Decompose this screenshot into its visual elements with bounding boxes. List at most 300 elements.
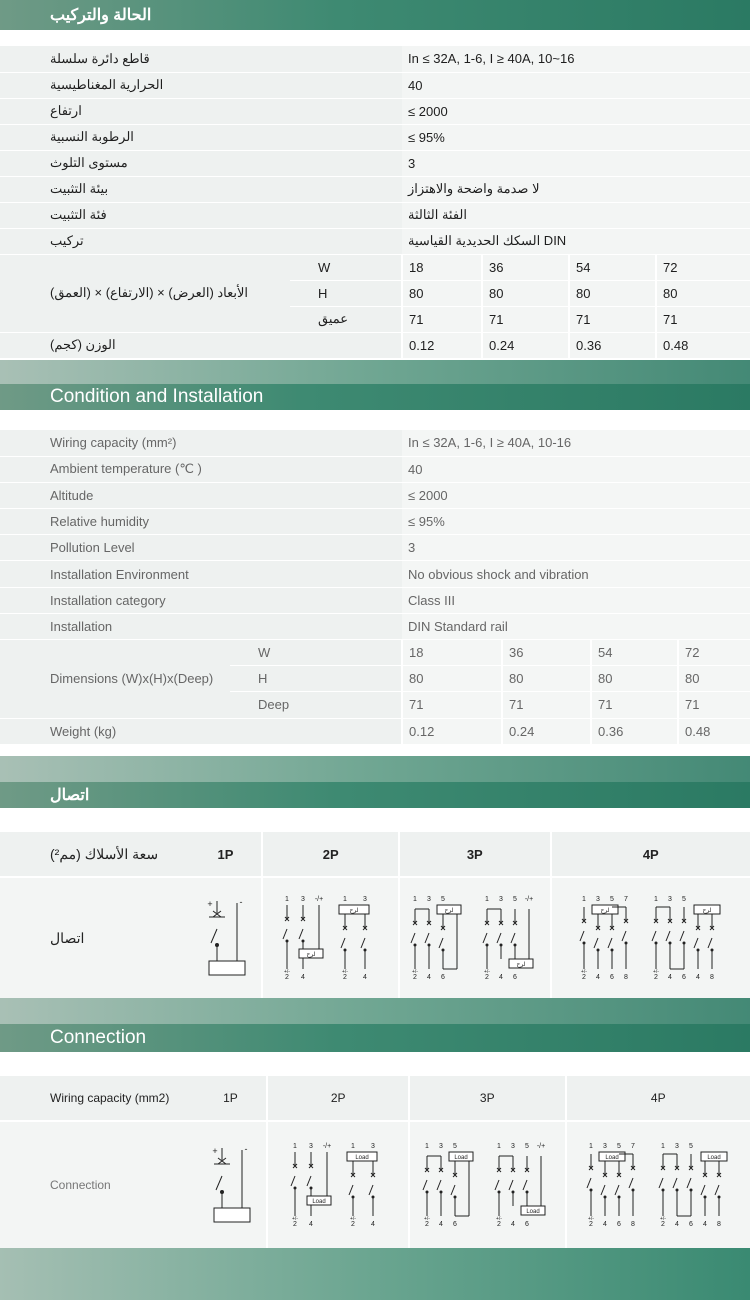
terminal-label-bottom: 4	[426, 974, 431, 981]
terminal-label-bottom: 4	[675, 1221, 680, 1228]
terminal-dot	[309, 1187, 312, 1190]
load-label: لرح	[516, 962, 526, 968]
dimension-value: 71	[569, 306, 656, 332]
pole-2p: 2P	[268, 1076, 408, 1120]
terminal-label-top: 3	[667, 896, 672, 903]
divider-band	[0, 756, 750, 782]
load-label: Load	[354, 1155, 369, 1161]
terminal-label-bottom: 2	[292, 1221, 297, 1228]
spec-label: Wiring capacity (mm²)	[0, 430, 402, 456]
spec-row	[0, 482, 750, 508]
terminal-dot	[485, 944, 488, 947]
terminal-dot	[690, 1189, 693, 1192]
dimension-value: 36	[502, 640, 591, 666]
terminal-dot	[293, 1187, 296, 1190]
terminal-dot	[440, 1191, 443, 1194]
switch-blade	[701, 1185, 705, 1195]
spec-table-en	[0, 430, 750, 745]
terminal-dot	[676, 1189, 679, 1192]
terminal-label-bottom: 2	[425, 1221, 430, 1228]
spec-label: Installation	[0, 613, 402, 639]
dimension-value: 18	[402, 254, 482, 280]
section-title: الحالة والتركيب	[50, 7, 152, 24]
dimension-name: عميق	[290, 306, 402, 332]
switch-blade	[608, 938, 612, 948]
spec-row	[0, 150, 750, 176]
diagram-1p	[195, 1122, 267, 1248]
spec-label: قاطع دائرة سلسلة	[0, 46, 402, 72]
terminal-label-top: 3	[603, 1143, 608, 1150]
terminal-label-bottom: 8	[717, 1221, 722, 1228]
terminal-label-top: 1	[343, 896, 348, 903]
dimension-value: 71	[678, 692, 750, 718]
terminal-label-top: 1	[292, 1143, 297, 1150]
connection-table-ar	[0, 832, 750, 998]
terminal-label-bottom: 4	[363, 974, 368, 981]
polarity-label: +/-	[652, 969, 659, 975]
switch-blade	[680, 931, 684, 941]
terminal-dot	[526, 1191, 529, 1194]
dimension-name: Deep	[230, 692, 402, 718]
spec-row	[0, 509, 750, 535]
spec-value: السكك الحديدية القياسية DIN	[402, 228, 750, 254]
terminal-dot	[351, 1196, 354, 1199]
terminal-label-top: 5	[512, 896, 517, 903]
weight-value: 0.36	[569, 332, 656, 358]
terminal-label-top: 1	[589, 1143, 594, 1150]
section-title: Condition and Installation	[50, 386, 264, 407]
dimension-value: 80	[656, 280, 750, 306]
terminal-label-top: 5	[681, 896, 686, 903]
terminal-label-bottom: 2	[343, 974, 348, 981]
switch-blade	[708, 938, 712, 948]
terminal-label-bottom: 2	[285, 974, 290, 981]
terminal-label-bottom: 2	[412, 974, 417, 981]
terminal-label-bottom: 2	[581, 974, 586, 981]
terminal-dot	[704, 1196, 707, 1199]
terminal-dot	[696, 949, 699, 952]
terminal-dot	[590, 1189, 593, 1192]
dimension-row	[0, 254, 750, 280]
spec-label: ارتفاع	[0, 98, 402, 124]
terminal-dot	[582, 942, 585, 945]
load-label: لرح	[444, 908, 454, 914]
terminal-label-bottom: 2	[653, 974, 658, 981]
pole-1p: 1P	[190, 832, 262, 876]
spec-row	[0, 561, 750, 587]
polarity-label: +/-	[588, 1216, 595, 1222]
dimension-value: 71	[482, 306, 569, 332]
spec-value: 40	[402, 72, 750, 98]
terminal-label-bottom: 4	[301, 974, 306, 981]
polarity-label: +/-	[496, 1216, 503, 1222]
weight-value: 0.12	[402, 332, 482, 358]
switch-blade	[283, 929, 287, 939]
section-title: اتصال	[50, 787, 90, 804]
switch-blade	[411, 933, 415, 943]
section-header-en	[0, 384, 750, 410]
weight-value: 0.36	[591, 718, 678, 744]
terminal-label-bottom: 4	[603, 1221, 608, 1228]
terminal-dot	[718, 1196, 721, 1199]
terminal-label-bottom: 6	[617, 1221, 622, 1228]
section-header-ar	[0, 0, 750, 30]
load-box	[214, 1208, 250, 1222]
terminal-label-bottom: 8	[623, 974, 628, 981]
terminal-label-bottom: 4	[370, 1221, 375, 1228]
section-title: Connection	[50, 1027, 147, 1048]
diagram-2p	[268, 1122, 408, 1248]
terminal-label-bottom: 6	[609, 974, 614, 981]
switch-blade	[601, 1185, 605, 1195]
switch-blade	[483, 933, 487, 943]
spec-value: ≤ 95%	[402, 124, 750, 150]
terminal-dot	[454, 1196, 457, 1199]
dimension-value: 80	[569, 280, 656, 306]
dimension-value: 80	[482, 280, 569, 306]
switch-blade	[423, 1180, 427, 1190]
terminal-label-top: 3	[595, 896, 600, 903]
load-label: لرح	[306, 952, 316, 958]
dimension-value: 71	[656, 306, 750, 332]
terminal-label-top: 7	[631, 1143, 636, 1150]
spec-label: Ambient temperature (℃ )	[0, 456, 402, 482]
dimension-value: 36	[482, 254, 569, 280]
terminal-dot	[371, 1196, 374, 1199]
spec-label: Installation category	[0, 587, 402, 613]
spec-value: الفئة الثالثة	[402, 202, 750, 228]
terminal-dot	[427, 944, 430, 947]
spec-value: 3	[402, 535, 750, 561]
polarity-label: +/-	[660, 1216, 667, 1222]
switch-blade	[299, 929, 303, 939]
weight-label: (الوزن (كجم	[0, 332, 402, 358]
load-label: Load	[707, 1155, 721, 1161]
terminal-label-top: 3	[363, 896, 368, 903]
terminal-label-bottom: 6	[440, 974, 445, 981]
terminal-dot	[668, 942, 671, 945]
spec-value: 40	[402, 456, 750, 482]
terminal-dot	[682, 942, 685, 945]
terminal-label-bottom: 4	[439, 1221, 444, 1228]
switch-blade	[361, 938, 365, 948]
footer-band	[0, 1248, 750, 1300]
terminal-dot	[618, 1196, 621, 1199]
diagram-3p	[410, 1122, 565, 1248]
terminal-label-bottom: 2	[589, 1221, 594, 1228]
weight-label: Weight (kg)	[0, 718, 402, 744]
switch-blade	[594, 938, 598, 948]
terminal-label-bottom: 2	[484, 974, 489, 981]
capacity-label: (سعة الأسلاك (مم²	[0, 832, 190, 876]
spec-row	[0, 613, 750, 639]
dimension-value: 71	[402, 306, 482, 332]
terminal-label-top: 1	[350, 1143, 355, 1150]
pole-3p: 3P	[400, 832, 550, 876]
terminal-label-bottom: 6	[689, 1221, 694, 1228]
dimensions-label: (الأبعاد (العرض) × (الارتفاع) × (العمق	[0, 254, 290, 332]
terminal-label-bottom: 6	[453, 1221, 458, 1228]
weight-value: 0.48	[678, 718, 750, 744]
spec-row	[0, 202, 750, 228]
spec-value: 3	[402, 150, 750, 176]
terminal-dot	[654, 942, 657, 945]
terminal-dot	[624, 942, 627, 945]
load-label: لرح	[600, 908, 610, 914]
terminal-label-bottom: 6	[681, 974, 686, 981]
polarity-label: +/-	[411, 969, 418, 975]
terminal-label-top: -/+	[537, 1143, 546, 1150]
terminal-label-top: 1	[497, 1143, 502, 1150]
pole-2p: 2P	[263, 832, 398, 876]
terminal-label-bottom: 6	[512, 974, 517, 981]
switch-blade	[666, 931, 670, 941]
terminal-label-top: 1	[581, 896, 586, 903]
terminal-dot	[426, 1191, 429, 1194]
switch-blade	[349, 1185, 353, 1195]
load-label: Load	[311, 1199, 326, 1205]
terminal-label-bottom: 4	[667, 974, 672, 981]
switch-blade	[216, 1176, 222, 1190]
switch-blade	[715, 1185, 719, 1195]
load-box	[209, 961, 245, 975]
terminal-label-top: 3	[498, 896, 503, 903]
switch-blade	[291, 1176, 295, 1186]
terminal-label-top: 1	[412, 896, 417, 903]
dimension-value: 72	[656, 254, 750, 280]
switch-blade	[622, 931, 626, 941]
spec-row	[0, 46, 750, 72]
polarity-plus: +	[212, 1146, 219, 1156]
spec-row	[0, 176, 750, 202]
divider-band	[0, 360, 750, 384]
terminal-dot	[610, 949, 613, 952]
connection-row-label: Connection	[0, 1122, 195, 1248]
terminal-dot	[499, 944, 502, 947]
dimension-value: 71	[402, 692, 502, 718]
load-label: Load	[454, 1155, 468, 1161]
spec-row	[0, 430, 750, 456]
terminal-label-bottom: 2	[350, 1221, 355, 1228]
spec-label: Relative humidity	[0, 509, 402, 535]
capacity-label: Wiring capacity (mm2)	[0, 1076, 195, 1120]
polarity-label: +/-	[424, 1216, 431, 1222]
terminal-label-top: -/+	[315, 896, 324, 903]
spec-label: تركيب	[0, 228, 402, 254]
diagram-1p	[190, 878, 262, 998]
spec-row	[0, 228, 750, 254]
terminal-dot	[604, 1196, 607, 1199]
terminal-label-top: 3	[370, 1143, 375, 1150]
terminal-label-top: -/+	[524, 896, 533, 903]
spec-value: ≤ 2000	[402, 98, 750, 124]
polarity-label: +/-	[483, 969, 490, 975]
spec-value: لا صدمة واضحة والاهتزاز	[402, 176, 750, 202]
terminal-dot	[632, 1189, 635, 1192]
switch-blade	[341, 938, 345, 948]
terminal-label-top: 5	[689, 1143, 694, 1150]
spec-row	[0, 587, 750, 613]
diagram-4p	[567, 1122, 750, 1248]
terminal-label-top: 1	[285, 896, 290, 903]
spec-label: مستوى التلوث	[0, 150, 402, 176]
weight-row	[0, 332, 750, 358]
terminal-label-top: 3	[439, 1143, 444, 1150]
dimension-value: 80	[678, 666, 750, 692]
weight-value: 0.24	[482, 332, 569, 358]
dimension-value: 80	[402, 280, 482, 306]
section-header-en-connection	[0, 1024, 750, 1052]
load-label: لرح	[349, 908, 359, 914]
spec-row	[0, 124, 750, 150]
spec-value: ≤ 2000	[402, 482, 750, 508]
dimension-value: 80	[591, 666, 678, 692]
dimension-value: 54	[569, 254, 656, 280]
pole-3p: 3P	[410, 1076, 565, 1120]
polarity-label: +/-	[580, 969, 587, 975]
terminal-label-bottom: 4	[595, 974, 600, 981]
dimension-name: W	[290, 254, 402, 280]
spec-value: No obvious shock and vibration	[402, 561, 750, 587]
terminal-label-bottom: 4	[308, 1221, 313, 1228]
spec-value: In ≤ 32A, 1-6, I ≥ 40A, 10-16	[402, 430, 750, 456]
terminal-dot	[513, 944, 516, 947]
spec-label: فئة التثبيت	[0, 202, 402, 228]
switch-blade	[509, 1180, 513, 1190]
switch-blade	[211, 929, 217, 943]
switch-blade	[497, 933, 501, 943]
terminal-label-bottom: 6	[525, 1221, 530, 1228]
terminal-label-top: 5	[617, 1143, 622, 1150]
terminal-label-top: 5	[440, 896, 445, 903]
terminal-dot	[512, 1191, 515, 1194]
polarity-label: +/-	[342, 969, 349, 975]
switch-blade	[629, 1178, 633, 1188]
terminal-dot	[286, 940, 289, 943]
dimension-row	[0, 640, 750, 666]
dimension-value: 18	[402, 640, 502, 666]
switch-blade	[659, 1178, 663, 1188]
connection-table-en	[0, 1076, 750, 1248]
dimension-value: 71	[591, 692, 678, 718]
spec-label: الرطوبة النسبية	[0, 124, 402, 150]
load-label: Load	[605, 1155, 619, 1161]
switch-blade	[451, 1185, 455, 1195]
terminal-dot	[498, 1191, 501, 1194]
diagram-4p	[552, 878, 750, 998]
spec-row	[0, 98, 750, 124]
switch-blade	[523, 1180, 527, 1190]
pole-4p: 4P	[567, 1076, 750, 1120]
terminal-dot	[441, 949, 444, 952]
dimension-value: 54	[591, 640, 678, 666]
spec-label: Pollution Level	[0, 535, 402, 561]
load-label: لرح	[702, 908, 712, 914]
terminal-label-bottom: 4	[695, 974, 700, 981]
spec-value: Class III	[402, 587, 750, 613]
connection-row-label: اتصال	[0, 878, 190, 998]
terminal-label-top: 1	[661, 1143, 666, 1150]
terminal-dot	[344, 949, 347, 952]
divider-band	[0, 998, 750, 1024]
polarity-plus: +	[207, 899, 214, 909]
spec-label: Altitude	[0, 482, 402, 508]
switch-blade	[694, 938, 698, 948]
terminal-label-bottom: 2	[497, 1221, 502, 1228]
pole-1p: 1P	[195, 1076, 267, 1120]
dimensions-label: Dimensions (W)x(H)x(Deep)	[0, 640, 230, 719]
switch-blade	[687, 1178, 691, 1188]
spec-value: ≤ 95%	[402, 509, 750, 535]
terminal-label-bottom: 2	[661, 1221, 666, 1228]
switch-blade	[652, 931, 656, 941]
spec-label: الحرارية المغناطيسية	[0, 72, 402, 98]
terminal-label-top: 1	[653, 896, 658, 903]
terminal-label-bottom: 4	[511, 1221, 516, 1228]
terminal-dot	[596, 949, 599, 952]
dimension-value: 80	[502, 666, 591, 692]
polarity-minus: -	[244, 1144, 248, 1154]
terminal-label-bottom: 4	[703, 1221, 708, 1228]
terminal-label-bottom: 4	[498, 974, 503, 981]
terminal-dot	[413, 944, 416, 947]
terminal-label-top: 3	[511, 1143, 516, 1150]
terminal-label-bottom: 8	[631, 1221, 636, 1228]
dimension-name: H	[290, 280, 402, 306]
terminal-label-top: 5	[525, 1143, 530, 1150]
terminal-label-top: 3	[675, 1143, 680, 1150]
dimension-name: H	[230, 666, 402, 692]
terminal-label-bottom: 8	[709, 974, 714, 981]
switch-blade	[587, 1178, 591, 1188]
weight-row	[0, 718, 750, 744]
terminal-label-top: 5	[453, 1143, 458, 1150]
terminal-dot	[662, 1189, 665, 1192]
terminal-dot	[302, 940, 305, 943]
switch-blade	[439, 938, 443, 948]
terminal-label-top: 5	[609, 896, 614, 903]
dimension-value: 72	[678, 640, 750, 666]
terminal-label-top: 1	[425, 1143, 430, 1150]
diagram-2p	[263, 878, 398, 998]
terminal-label-top: 3	[426, 896, 431, 903]
terminal-label-top: 3	[301, 896, 306, 903]
weight-value: 0.12	[402, 718, 502, 744]
terminal-dot	[364, 949, 367, 952]
terminal-label-top: -/+	[322, 1143, 331, 1150]
switch-blade	[437, 1180, 441, 1190]
spec-row	[0, 72, 750, 98]
terminal-dot	[710, 949, 713, 952]
terminal-label-top: 1	[484, 896, 489, 903]
switch-blade	[425, 933, 429, 943]
weight-value: 0.48	[656, 332, 750, 358]
switch-blade	[307, 1176, 311, 1186]
terminal-label-top: 7	[623, 896, 628, 903]
switch-blade	[369, 1185, 373, 1195]
polarity-label: +/-	[284, 969, 291, 975]
spec-row	[0, 535, 750, 561]
dimension-value: 71	[502, 692, 591, 718]
switch-blade	[615, 1185, 619, 1195]
switch-blade	[673, 1178, 677, 1188]
load-label: Load	[526, 1209, 540, 1215]
spec-table-ar	[0, 46, 750, 359]
terminal-label-top: 3	[308, 1143, 313, 1150]
spec-row	[0, 456, 750, 482]
diagram-3p	[400, 878, 550, 998]
dimension-name: W	[230, 640, 402, 666]
